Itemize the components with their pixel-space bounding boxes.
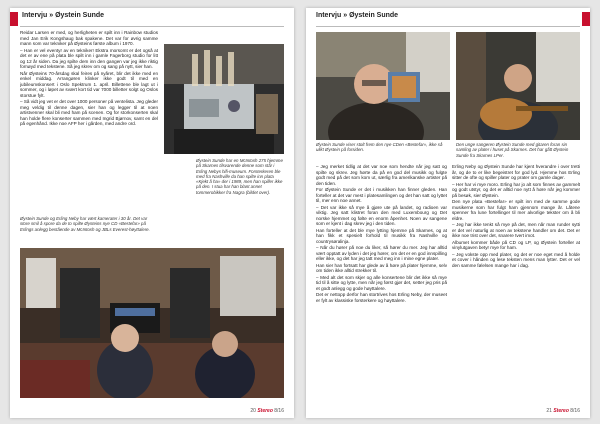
cd-photo-caption: Øystein Sunde viser stolt frem den nye CDen «Bestefar», ikke så ulikt Øystein på forsiden. bbox=[316, 142, 443, 153]
right-page bbox=[306, 8, 590, 418]
article-column-right-1 bbox=[316, 164, 447, 402]
paragraph: Han forteller at det ble mye lytting hjemme på Skarnes, og at han fikk et spesielt forhold til musikk fra Nashville og countrysøralinja. bbox=[316, 227, 447, 244]
paragraph: – Her har vi mye moro. Erling har jo alt som finnes av gammelt og godt utstyr, og det er alltid noe nytt å høre når jeg kommer på besøk, sier Øystein. bbox=[452, 181, 580, 198]
page-footer bbox=[546, 408, 580, 414]
listening-room-photo bbox=[20, 248, 284, 398]
paragraph: – Jeg har ikke tenkt så mye på det, men når man runder sytti er det vel naturlig at noen av tekstene handler om det. Det er ikke noe trist over det, snarere tvert imot. bbox=[452, 222, 580, 238]
issue-number: 8/16 bbox=[570, 408, 580, 414]
left-page bbox=[10, 8, 294, 418]
section-marker bbox=[10, 12, 18, 26]
amplifier-caption: Øystein Sunde har en McIntosh 275 hjemme på Skarnes tilsvarende denne som står i Erling Nebys hifi-museum. Forsterkeren ble med fra Nashville da han spilte inn plata «Kjekt å ha» der i 1989, men han spiller ikke på den. I stua har han blant annet tommerobikker fra Nagra (bildet over). bbox=[196, 158, 283, 195]
paragraph: – Når du hører på noe du liker, så hører du mer. Jeg har alltid vært opptatt av lyden i det jeg hører, om det er en god innspilling eller ikke, og det har jeg tatt med meg inn i mine egne plater. bbox=[316, 245, 447, 261]
amplifier-photo bbox=[164, 44, 284, 154]
page-number: 21 bbox=[546, 408, 552, 414]
paragraph: Den nye plata «Bestefar» er spilt inn med de samme gode musikerne som har fulgt ham gjennom mange år. Låtene spenner fra lune fortellinger til mer alvorlige tekster om å bli eldre. bbox=[452, 199, 580, 221]
page-footer bbox=[250, 408, 284, 414]
paragraph: – Med alt det som skjer og alle konsertene blir det ikke så mye tid til å sitte og lytte, men når jeg først gjør det, setter jeg pris på et godt anlegg og gode høyttalere. bbox=[316, 274, 447, 291]
paragraph: Han sier han fortsatt har glede av å høre på plater hjemme, selv om tiden ikke alltid strekker til. bbox=[316, 262, 447, 273]
paragraph: Albumet kommer både på CD og LP, og Øystein forteller at vinylutgaven betyr mye for ham. bbox=[452, 239, 580, 250]
magazine-brand: Stereo bbox=[553, 408, 569, 414]
paragraph: Erling Neby og Øystein Sunde har kjent hverandre i over tretti år, og de to er like begeistret for god lyd. Hjemme hos Erling sitter de ofte og spiller plater og prater om gamle dager. bbox=[452, 164, 580, 180]
portrait-with-cd-photo bbox=[316, 32, 450, 140]
header-rule bbox=[316, 26, 580, 27]
page-number: 20 bbox=[250, 408, 256, 414]
article-column-left-1 bbox=[20, 30, 158, 226]
paragraph: Det er nettopp derfor han stortrives hos Erling Neby, der museet er fylt av klassiske forsterkere og høyttalere. bbox=[316, 292, 447, 303]
paragraph: – Jeg vokste opp med plater, og det er noe eget med å holde et cover i hånden og lese teksten mens man lytter. Det er vel den samme følelsen mange har i dag. bbox=[452, 251, 580, 268]
photo-caption: Øystein Sunde og Erling Neby har vært kamerater i 30 år. Det var store smil å spore da de to spilte Øysteins nye CD «Bestefar» på Erlings anlegg bestående av McIntosh og JBLs Everest-høyttalere. bbox=[20, 216, 150, 232]
page-header: Intervju » Øystein Sunde bbox=[316, 12, 399, 19]
issue-number: 8/16 bbox=[274, 408, 284, 414]
paragraph: – Så vidt jeg vet er det over 1000 personer på ventelista. Jeg gleder meg veldig til denne dagen, sier han og legger til at noen artistvenner skal bli med ham på scenen. Og for storkonserten skal han holde flere konserter sammen med Ingrid Bjørnov, samt en del på egenhånd. Ikke noe AFP her i gården, med andre ord. bbox=[20, 99, 158, 126]
paragraph: For Øystein Sunde er det i musikken han finner gleden. Han forteller at det var mest i platesamlingen og det han satt og lyttet til, mer enn noe annet. bbox=[316, 187, 447, 203]
paragraph: Når Øysteins 70-årsdag skal feires på nyåret, blir det ikke med en enkel middag. Arrangøren klinker ikke godt til med en jubileumskonsert i Oslo Spektrum 1. april. Billettene ble lagt ut i sommer, og i løpet av svært kort tid var 7000 billetter solgt og Oslos storstue fylt. bbox=[20, 70, 158, 98]
article-column-right-2 bbox=[452, 164, 580, 402]
magazine-brand: Stereo bbox=[257, 408, 273, 414]
header-rule bbox=[20, 26, 284, 27]
page-header: Intervju » Øystein Sunde bbox=[22, 12, 105, 19]
paragraph: Reidar Larsen er med, og herligheten er spilt inn i Rainbow studios med Jan Erik Kongshaug bak spakene. Det var for øvrig samme mann som var tekniker på Øysteins første album i 1970. bbox=[20, 30, 158, 46]
section-marker bbox=[582, 12, 590, 26]
paragraph: – Det var ikke så mye å gjøre ute på landet, og radioen var viktig. Jeg satt klistret foran den med Luxembourg og Det norske hjemmet og følte en enorm åpenhet. Noen av sangene som er kjent i dag skrev jeg i den tiden. bbox=[316, 204, 447, 226]
guitar-photo-caption: Den unge sangeren Øystein Sunde med gitaren foran sin samling av plater i huset på Skarnes. Det har gått Øystein Sunde fra Skarnes LPer. bbox=[456, 142, 569, 158]
guitar-portrait-photo bbox=[456, 32, 580, 140]
paragraph: – Han er vel eventyr av en tekniker! Ekstra morsomt er det også at det er av ene på plata ble spilt inn i gamle Fagerborg studio for litt og 12 år siden. Da jeg spilte dem inn den gangen var jeg ikke riktig fornøyd med tekstene. Så jeg skrev om og sang på nytt, sier han. bbox=[20, 47, 158, 69]
paragraph: – Jeg merket tidlig at det var noe som hendte når jeg satt og spilte og skrev. Jeg hørte da på en god del musikk og fulgte godt med på det som kom ut, særlig fra amerikanske artister på den tiden. bbox=[316, 164, 447, 186]
